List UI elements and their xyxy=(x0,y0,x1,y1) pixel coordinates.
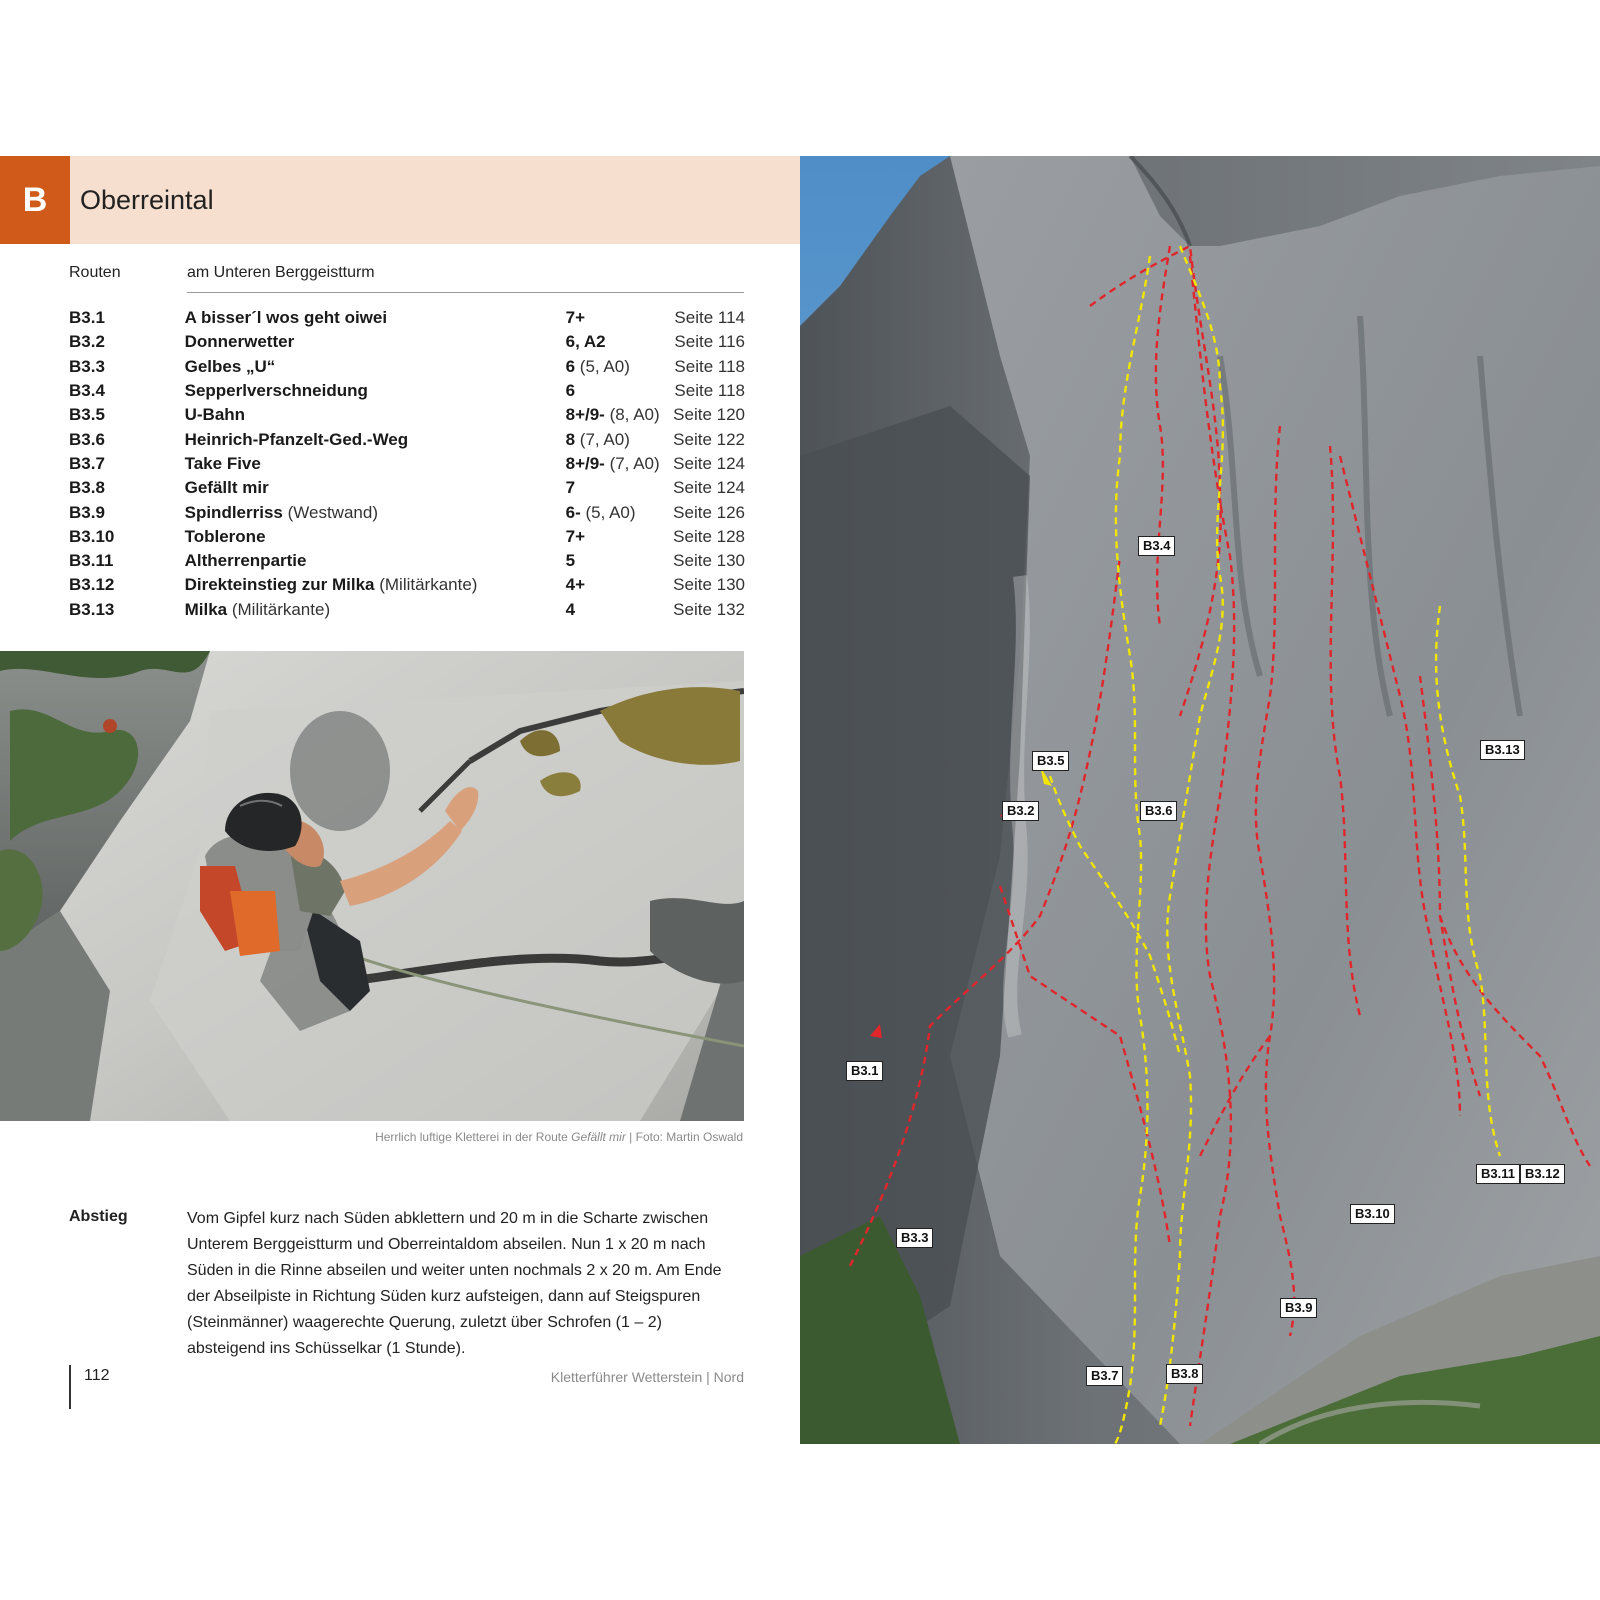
route-page-ref: Seite 118 xyxy=(674,356,745,376)
route-page-ref: Seite 114 xyxy=(674,308,745,328)
routes-divider xyxy=(187,292,744,293)
route-grade: 6 (5, A0) xyxy=(565,356,630,376)
routes-label: Routen xyxy=(69,264,121,281)
route-name: A bisser´l wos geht oiwei xyxy=(184,308,388,328)
route-row-b3-8 xyxy=(69,476,745,500)
topo-label-b3-2: B3.2 xyxy=(1002,801,1039,821)
route-name: Direkteinstieg zur Milka (Militärkante) xyxy=(184,575,478,595)
route-page-ref: Seite 128 xyxy=(673,526,745,546)
route-grade: 7+ xyxy=(565,526,585,546)
route-row-b3-3 xyxy=(69,355,745,379)
route-name: Gefällt mir xyxy=(184,478,269,498)
topo-label-b3-5: B3.5 xyxy=(1032,751,1069,771)
route-id: B3.7 xyxy=(69,453,105,473)
topo-label-b3-4: B3.4 xyxy=(1138,536,1175,556)
route-grade: 4+ xyxy=(565,575,585,595)
route-page-ref: Seite 118 xyxy=(674,381,745,401)
climber-photo-illustration xyxy=(0,651,744,1121)
route-id: B3.10 xyxy=(69,526,115,546)
route-page-ref: Seite 124 xyxy=(673,478,745,498)
route-id: B3.1 xyxy=(69,308,105,328)
running-head: Kletterführer Wetterstein | Nord xyxy=(550,1369,744,1385)
route-grade: 6 xyxy=(565,381,576,401)
route-grade: 7 xyxy=(565,478,576,498)
route-row-b3-1 xyxy=(69,306,745,330)
route-name: U-Bahn xyxy=(184,405,246,425)
topo-label-b3-12: B3.12 xyxy=(1520,1164,1565,1184)
route-id: B3.6 xyxy=(69,429,105,449)
route-page-ref: Seite 130 xyxy=(673,575,745,595)
route-id: B3.3 xyxy=(69,356,105,376)
route-grade: 8 (7, A0) xyxy=(565,429,630,449)
route-grade: 7+ xyxy=(565,308,585,328)
climber-photo xyxy=(0,651,744,1121)
route-grade: 8+/9- (7, A0) xyxy=(565,453,660,473)
rock-wall-illustration xyxy=(800,156,1600,1444)
route-row-b3-11 xyxy=(69,549,745,573)
route-id: B3.12 xyxy=(69,575,115,595)
route-name: Heinrich-Pfanzelt-Ged.-Weg xyxy=(184,429,409,449)
caption-route-name: Gefällt mir xyxy=(571,1130,626,1144)
topo-label-b3-9: B3.9 xyxy=(1280,1298,1317,1318)
route-id: B3.5 xyxy=(69,405,105,425)
route-row-b3-5 xyxy=(69,403,745,427)
route-grade: 8+/9- (8, A0) xyxy=(565,405,660,425)
route-id: B3.9 xyxy=(69,502,105,522)
route-page-ref: Seite 126 xyxy=(673,502,745,522)
chapter-title: Oberreintal xyxy=(80,184,214,215)
route-name: Toblerone xyxy=(184,526,266,546)
route-id: B3.4 xyxy=(69,381,105,401)
route-id: B3.2 xyxy=(69,332,105,352)
route-name: Milka (Militärkante) xyxy=(184,599,331,619)
route-name: Altherrenpartie xyxy=(184,551,307,571)
route-row-b3-6 xyxy=(69,427,745,451)
page-number: 112 xyxy=(84,1367,110,1384)
topo-label-b3-13: B3.13 xyxy=(1480,740,1525,760)
route-id: B3.11 xyxy=(69,551,114,571)
topo-label-b3-11: B3.11 xyxy=(1476,1164,1520,1184)
folio-rule xyxy=(69,1365,71,1409)
route-row-b3-7 xyxy=(69,452,745,476)
route-name: Gelbes „U“ xyxy=(184,356,276,376)
routes-subtitle: am Unteren Berggeistturm xyxy=(187,264,375,281)
route-page-ref: Seite 122 xyxy=(673,429,745,449)
route-row-b3-13 xyxy=(69,598,745,622)
route-grade: 6, A2 xyxy=(565,332,606,352)
route-name: Spindlerriss (Westwand) xyxy=(184,502,378,522)
topo-label-b3-3: B3.3 xyxy=(896,1228,933,1248)
route-row-b3-2 xyxy=(69,330,745,354)
route-row-b3-4 xyxy=(69,379,745,403)
route-id: B3.13 xyxy=(69,599,115,619)
route-grade: 5 xyxy=(565,551,576,571)
abstieg-label: Abstieg xyxy=(69,1208,128,1225)
route-grade: 6- (5, A0) xyxy=(565,502,636,522)
topo-label-b3-6: B3.6 xyxy=(1140,801,1177,821)
route-page-ref: Seite 116 xyxy=(674,332,745,352)
route-page-ref: Seite 130 xyxy=(673,551,745,571)
topo-label-b3-1: B3.1 xyxy=(846,1061,883,1081)
route-table xyxy=(69,306,745,622)
route-id: B3.8 xyxy=(69,478,105,498)
route-page-ref: Seite 120 xyxy=(673,405,745,425)
route-name: Take Five xyxy=(184,453,261,473)
route-grade: 4 xyxy=(565,599,576,619)
route-row-b3-9 xyxy=(69,500,745,524)
route-name: Donnerwetter xyxy=(184,332,295,352)
route-row-b3-12 xyxy=(69,573,745,597)
route-name: Sepperlverschneidung xyxy=(184,381,368,401)
route-row-b3-10 xyxy=(69,525,745,549)
topo-photo xyxy=(800,156,1600,1444)
abstieg-text: Vom Gipfel kurz nach Süden abklettern und 20 m in die Scharte zwischen Unterem Berggeistturm und Oberreintaldom abseilen. Nun 1 x 20 m nach Süden in die Rinne abseilen und weiter unten nochmals 2 x 20 m. Am Ende der Abseilpiste in Richtung Süden kurz aufsteigen, dann auf Steigspuren (Steinmänner) waagerechte Querung, zuletzt über Schrofen (1 – 2) absteigend ins Schüsselkar (1 Stunde). xyxy=(187,1210,722,1357)
photo-caption: Herrlich luftige Kletterei in der Route Gefällt mir | Foto: Martin Oswald xyxy=(375,1130,743,1144)
chapter-letter-tab: B xyxy=(0,156,70,244)
topo-label-b3-8: B3.8 xyxy=(1166,1364,1203,1384)
route-page-ref: Seite 132 xyxy=(673,599,745,619)
topo-label-b3-10: B3.10 xyxy=(1350,1204,1395,1224)
topo-label-b3-7: B3.7 xyxy=(1086,1366,1123,1386)
route-page-ref: Seite 124 xyxy=(673,453,745,473)
